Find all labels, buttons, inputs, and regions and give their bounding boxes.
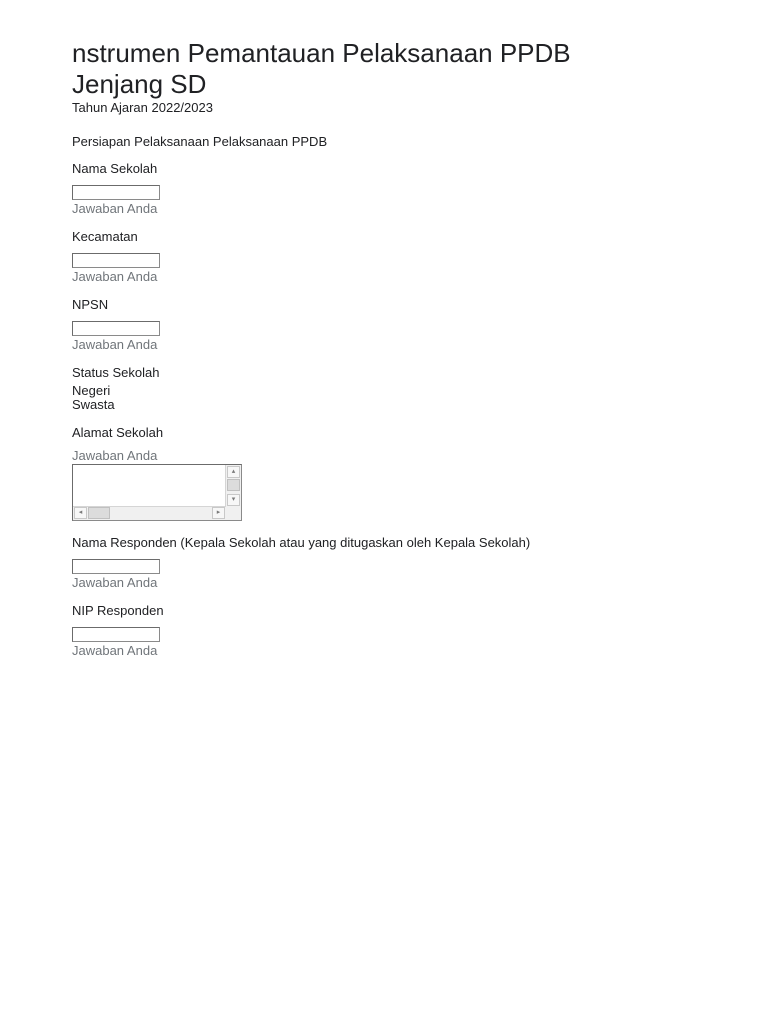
question-label: Nama Sekolah	[72, 161, 158, 176]
vertical-scrollbar[interactable]	[225, 465, 241, 507]
scroll-left-icon[interactable]: ◂	[74, 507, 87, 519]
horizontal-scrollbar[interactable]	[73, 506, 226, 520]
scroll-right-icon[interactable]: ▸	[212, 507, 225, 519]
question-label: Nama Responden (Kepala Sekolah atau yang ditugaskan oleh Kepala Sekolah)	[72, 535, 531, 550]
section-title: Persiapan Pelaksanaan Pelaksanaan PPDB	[72, 134, 328, 149]
scroll-up-icon[interactable]: ▴	[227, 466, 240, 478]
answer-hint: Jawaban Anda	[72, 643, 158, 658]
answer-hint: Jawaban Anda	[72, 337, 158, 352]
question-kecamatan	[72, 229, 712, 285]
scroll-down-icon[interactable]: ▾	[227, 494, 240, 506]
question-npsn	[72, 297, 712, 353]
question-label: NIP Responden	[72, 603, 164, 618]
nip-responden-input[interactable]	[72, 627, 160, 642]
question-label: Status Sekolah	[72, 365, 160, 380]
question-status-sekolah	[72, 365, 712, 412]
question-nama-sekolah	[72, 161, 712, 217]
form-title	[72, 38, 712, 100]
answer-hint: Jawaban Anda	[72, 575, 158, 590]
status-option-negeri[interactable]: Negeri	[72, 383, 111, 398]
form-subtitle: Tahun Ajaran 2022/2023	[72, 100, 213, 115]
form-page	[72, 38, 712, 671]
status-options	[72, 384, 712, 412]
question-alamat-sekolah	[72, 425, 712, 521]
answer-hint: Jawaban Anda	[72, 201, 158, 216]
question-label: Alamat Sekolah	[72, 425, 164, 440]
form-title-line1: nstrumen Pemantauan Pelaksanaan PPDB	[72, 38, 571, 68]
vertical-scroll-thumb[interactable]	[227, 479, 240, 491]
horizontal-scroll-thumb[interactable]	[88, 507, 110, 519]
npsn-input[interactable]	[72, 321, 160, 336]
question-nama-responden	[72, 535, 712, 591]
answer-hint: Jawaban Anda	[72, 448, 158, 463]
question-nip-responden	[72, 603, 712, 659]
question-label: NPSN	[72, 297, 109, 312]
status-option-swasta[interactable]: Swasta	[72, 397, 115, 412]
answer-hint: Jawaban Anda	[72, 269, 158, 284]
question-label: Kecamatan	[72, 229, 138, 244]
kecamatan-input[interactable]	[72, 253, 160, 268]
form-title-line2: Jenjang SD	[72, 69, 207, 99]
scrollbar-corner	[226, 507, 241, 520]
nama-sekolah-input[interactable]	[72, 185, 160, 200]
nama-responden-input[interactable]	[72, 559, 160, 574]
alamat-sekolah-textarea[interactable]	[72, 464, 242, 521]
